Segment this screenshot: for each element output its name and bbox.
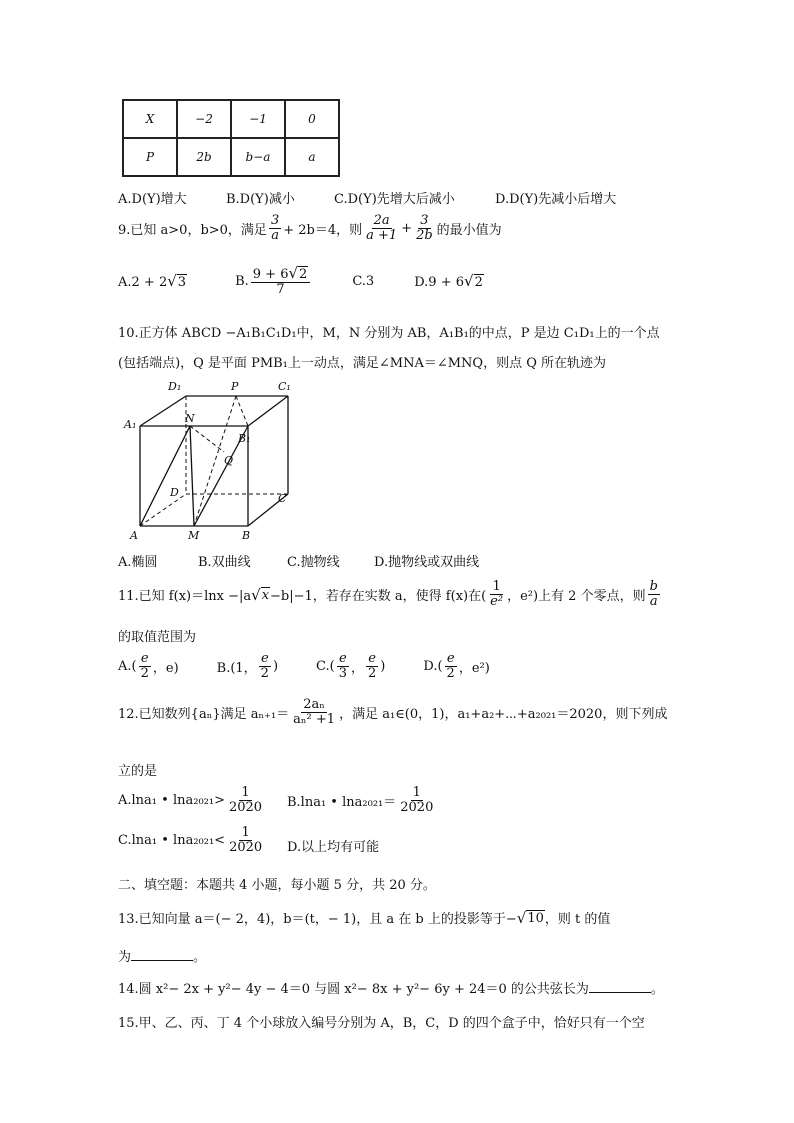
vertex-label: B₁ <box>238 432 251 445</box>
q10-option-c: C.抛物线 <box>287 555 340 570</box>
table-cell: b−a <box>231 138 285 176</box>
sqrt-icon: √ <box>288 264 299 282</box>
fraction <box>259 652 271 682</box>
line-AN <box>140 426 190 526</box>
q13-text: ，则 t 的值 <box>544 912 611 927</box>
table-row <box>123 100 339 138</box>
numerator: 2aₙ <box>303 697 325 712</box>
q11-option-c <box>316 652 385 682</box>
q8-option-b: B.D(Y)减小 <box>226 192 295 207</box>
q11-stem <box>118 580 662 610</box>
option-text: ) <box>380 659 386 675</box>
fraction <box>414 214 435 244</box>
denominator: a +1 <box>366 228 398 244</box>
table-cell: X <box>123 100 177 138</box>
vertex-label: P <box>231 380 239 393</box>
line-MN <box>190 426 194 526</box>
vertex-label: A₁ <box>124 418 137 431</box>
option-text: D.9 + 6 <box>414 275 464 291</box>
denominator: 2 <box>446 666 455 682</box>
q9-option-b <box>235 265 312 298</box>
vertex-label: A <box>130 529 138 542</box>
q9-options <box>118 265 484 298</box>
numerator: 1 <box>492 579 501 594</box>
denominator: a <box>649 594 658 610</box>
vertex-label: B <box>242 529 251 542</box>
q9-option-d <box>414 272 484 290</box>
table-cell: −2 <box>177 100 231 138</box>
fraction <box>445 652 457 682</box>
denominator: aₙ² +1 <box>293 712 336 728</box>
option-text: A.( <box>118 659 137 675</box>
q8-option-c: C.D(Y)先增大后减小 <box>334 192 455 207</box>
table-cell: P <box>123 138 177 176</box>
fraction <box>291 698 337 728</box>
numerator-text: 9 + 6 <box>252 267 289 282</box>
numerator: e <box>446 651 455 666</box>
sqrt-icon: √ <box>516 908 527 927</box>
q13-text: 13.已知向量 a＝(− 2，4)，b＝(t，− 1)，且 a 在 b 上的投影等于− <box>118 912 517 927</box>
q12-option-c <box>118 826 266 856</box>
denominator: 2020 <box>229 840 263 856</box>
table-row <box>123 138 339 176</box>
numerator: b <box>649 579 658 594</box>
denominator: 2 <box>140 666 149 682</box>
q11-options <box>118 652 490 682</box>
sqrt-icon: √ <box>464 272 474 291</box>
table-cell: 0 <box>285 100 339 138</box>
option-text: ， <box>351 661 365 677</box>
option-text: ，e) <box>152 661 179 677</box>
q9-stem <box>118 214 502 244</box>
numerator: e <box>260 651 269 666</box>
numerator <box>251 265 311 283</box>
numerator: 3 <box>270 213 280 228</box>
table-cell: a <box>285 138 339 176</box>
sqrt-icon: √ <box>167 272 177 291</box>
line-PB1 <box>236 396 248 426</box>
plus-sign: + <box>401 221 413 237</box>
table-cell: 2b <box>177 138 231 176</box>
option-text: D.( <box>423 659 443 675</box>
denominator: 7 <box>276 282 285 298</box>
q13-stem <box>118 908 610 927</box>
q14-text: 14.圆 x²− 2x + y²− 4y − 4＝0 与圆 x²− 8x + y²− 6y + 24＝0 的公共弦长为 <box>118 982 589 997</box>
fraction <box>398 786 435 816</box>
fraction <box>227 826 264 856</box>
fraction <box>139 652 151 682</box>
q11-text: −b|−1，若存在实数 a，使得 f(x)在( <box>270 589 487 605</box>
q10-option-d: D.抛物线或双曲线 <box>374 555 480 570</box>
q9-option-c: C.3 <box>352 273 375 289</box>
fraction <box>648 580 660 610</box>
numerator: e <box>339 651 347 666</box>
option-text: A.lna₁ • lna₂₀₂₁> <box>118 793 225 809</box>
q14 <box>118 978 664 997</box>
sqrt-icon: √ <box>251 585 261 604</box>
denominator: 2b <box>416 228 433 244</box>
edge-B1C1 <box>248 396 288 426</box>
radicand: x <box>261 587 270 603</box>
denominator: 2 <box>368 666 377 682</box>
numerator: 3 <box>420 213 429 228</box>
q9-text: + 2b＝4，则 <box>283 223 363 239</box>
line-NQ <box>190 426 224 452</box>
q10-line2: (包括端点)，Q 是平面 PMB₁上一动点，满足∠MNA＝∠MNQ，则点 Q 所在轨迹为 <box>118 356 607 371</box>
q11-option-b <box>217 652 278 682</box>
q12-stem <box>118 698 667 728</box>
radicand: 2 <box>299 267 308 282</box>
q12-option-a <box>118 786 266 816</box>
option-text: ) <box>272 659 279 675</box>
fraction <box>269 214 281 244</box>
option-text: B.lna₁ • lna₂₀₂₁＝ <box>287 795 397 811</box>
denominator: 2020 <box>400 800 434 816</box>
q13-line2 <box>118 946 206 965</box>
denominator: a <box>271 228 279 244</box>
q11-text: ，e²)上有 2 个零点，则 <box>507 589 646 605</box>
numerator: e <box>368 651 376 666</box>
fraction <box>337 652 349 682</box>
numerator: 2a <box>373 213 390 228</box>
vertex-label: C₁ <box>278 380 291 393</box>
option-text: B. <box>235 273 249 289</box>
radicand: 3 <box>177 275 187 291</box>
table-cell: −1 <box>231 100 285 138</box>
section-heading: 二、填空题：本题共 4 小题，每小题 5 分，共 20 分。 <box>118 878 436 893</box>
radicand: 2 <box>474 275 483 291</box>
q12-option-d: D.以上均有可能 <box>287 840 380 855</box>
fraction <box>366 652 378 682</box>
q11-text: 11.已知 f(x)＝lnx −|a <box>118 589 252 605</box>
fraction <box>227 786 264 816</box>
q10-option-a: A.椭圆 <box>118 555 158 570</box>
option-text: C.( <box>316 659 335 675</box>
numerator: 1 <box>412 785 421 800</box>
q8-option-a: A.D(Y)增大 <box>118 192 187 207</box>
answer-blank[interactable] <box>589 980 651 993</box>
vertex-label: D₁ <box>168 380 182 393</box>
cube-diagram <box>118 378 298 544</box>
vertex-label: C <box>278 492 287 505</box>
q10-option-b: B.双曲线 <box>198 555 251 570</box>
q12-text: ，满足 a₁∈(0，1)，a₁+a₂+⋯+a₂₀₂₁＝2020，则下列成 <box>339 707 668 723</box>
radicand: 10 <box>527 910 544 926</box>
fraction <box>364 214 399 244</box>
vertex-label: M <box>188 529 200 542</box>
edge-A1D1 <box>140 396 186 426</box>
denominator: 3 <box>338 666 347 682</box>
q9-text: 的最小值为 <box>436 223 502 239</box>
q9-option-a <box>118 272 187 290</box>
q11-line2: 的取值范围为 <box>118 630 197 645</box>
q12-option-b <box>287 786 437 816</box>
q12-line2: 立的是 <box>118 764 158 779</box>
option-text: C.lna₁ • lna₂₀₂₁< <box>118 833 226 849</box>
option-text: A.2 + 2 <box>118 275 168 291</box>
q8-option-d: D.D(Y)先减小后增大 <box>495 192 617 207</box>
fraction <box>251 265 311 298</box>
option-text: ，e²) <box>458 661 490 677</box>
distribution-table <box>122 99 340 177</box>
q13-text: 为 <box>118 950 132 965</box>
denominator: e² <box>490 594 504 610</box>
q15-text: 15.甲、乙、丙、丁 4 个小球放入编号分别为 A，B，C，D 的四个盒子中，恰好只有一个空 <box>118 1016 645 1031</box>
numerator: 1 <box>241 785 250 800</box>
q13-text: 。 <box>193 950 207 965</box>
numerator: e <box>140 651 149 666</box>
option-text: B.(1， <box>216 661 257 677</box>
q12-text: 12.已知数列{aₙ}满足 aₙ₊₁＝ <box>118 707 290 723</box>
vertex-label: Q <box>224 454 234 467</box>
q9-text: 9.已知 a>0，b>0，满足 <box>118 223 267 239</box>
edge-AD <box>140 494 186 526</box>
vertex-label: N <box>185 412 195 425</box>
q10-line1: 10.正方体 ABCD −A₁B₁C₁D₁中，M，N 分别为 AB，A₁B₁的中点，P 是边 C₁D₁上的一个点 <box>118 326 660 341</box>
denominator: 2 <box>260 666 269 682</box>
denominator: 2020 <box>228 800 263 816</box>
q14-text: 。 <box>650 982 664 997</box>
numerator: 1 <box>241 825 250 840</box>
q11-option-a <box>118 652 179 682</box>
q11-option-d <box>423 652 489 682</box>
fraction <box>488 580 505 610</box>
answer-blank[interactable] <box>131 948 193 961</box>
vertex-label: D <box>170 486 179 499</box>
